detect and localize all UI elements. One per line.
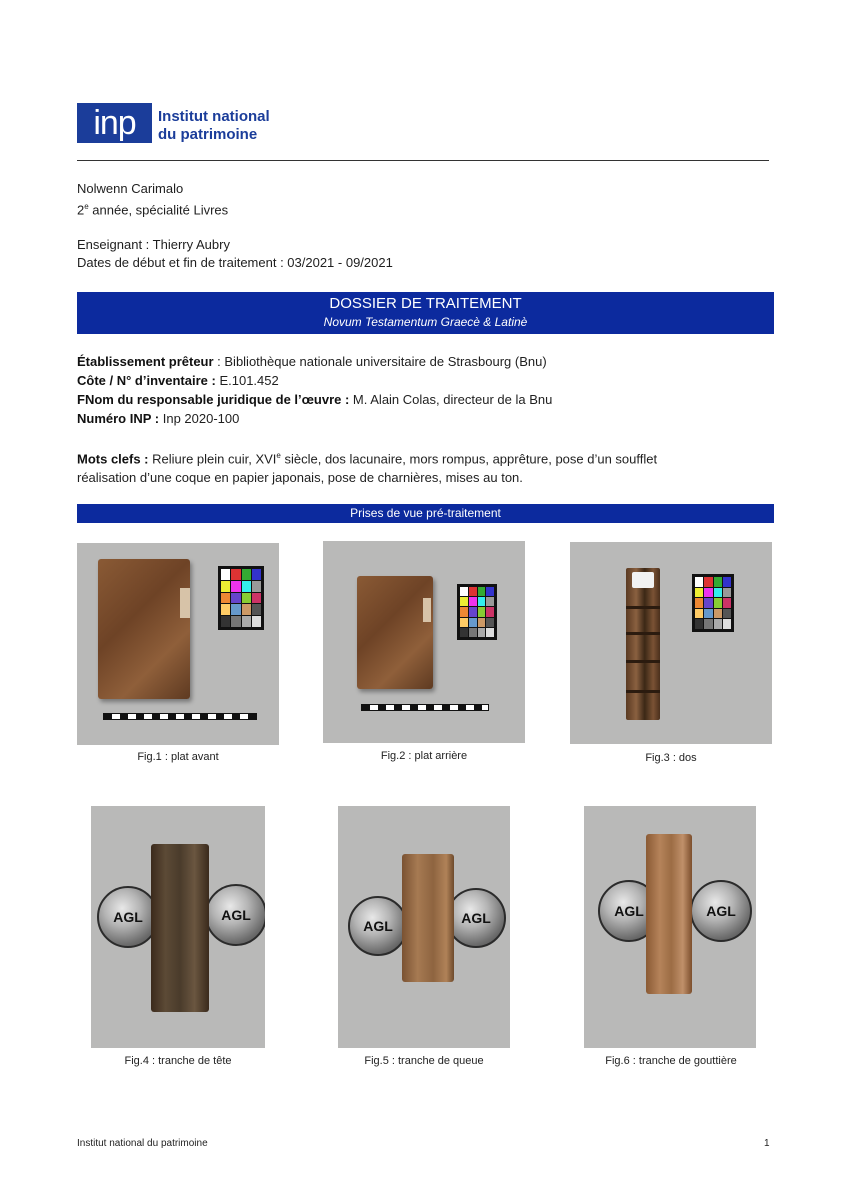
weight-left: AGL [97, 886, 159, 948]
section-band: Prises de vue pré-traitement [77, 504, 774, 523]
figure-2-photo [323, 541, 525, 743]
figure-5-caption: Fig.5 : tranche de queue [364, 1055, 484, 1067]
figure-6-caption: Fig.6 : tranche de gouttière [605, 1055, 737, 1067]
weight-left: AGL [348, 896, 408, 956]
document-subtitle: Novum Testamentum Graecè & Latinè [323, 315, 528, 329]
footer-institution: Institut national du patrimoine [77, 1138, 208, 1149]
author-name: Nolwenn Carimalo [77, 181, 184, 196]
author-block [77, 180, 228, 219]
scale-ruler [361, 704, 489, 711]
color-chart [692, 574, 734, 632]
logo-wordmark [158, 108, 270, 144]
weight-left: AGL [598, 880, 660, 942]
logo-line-1: Institut national [158, 108, 270, 125]
weight-right: AGL [690, 880, 752, 942]
keywords-line-1: Mots clefs : Reliure plein cuir, XVIe siècle, dos lacunaire, mors rompus, apprêture, pose d’un soufflet [77, 451, 658, 467]
document-title: DOSSIER DE TRAITEMENT [329, 295, 522, 312]
weight-right: AGL [446, 888, 506, 948]
book-front-cover [98, 559, 190, 699]
treatment-dates: Dates de début et fin de traitement : 03/2021 - 09/2021 [77, 255, 393, 270]
figure-4-caption: Fig.4 : tranche de tête [124, 1055, 232, 1067]
header-divider [77, 160, 769, 161]
book-head-edge [151, 844, 209, 1012]
color-chart [457, 584, 497, 640]
keywords-block [77, 446, 777, 487]
teaching-block [77, 236, 393, 272]
figure-3-photo [570, 542, 772, 744]
book-fore-edge [646, 834, 692, 994]
scale-ruler [103, 713, 257, 720]
book-spine [626, 568, 660, 720]
figure-5-photo [338, 806, 510, 1048]
figure-3-caption: Fig.3 : dos [645, 752, 697, 764]
responsible-line: FNom du responsable juridique de l’œuvre : M. Alain Colas, directeur de la Bnu [77, 392, 553, 407]
keywords-line-2: réalisation d’une coque en papier japonais, pose de charnières, mises au ton. [77, 470, 523, 486]
title-band [77, 292, 774, 334]
book-back-cover [357, 576, 433, 689]
cote-line: Côte / N° d’inventaire : E.101.452 [77, 373, 279, 388]
figure-1-photo [77, 543, 279, 745]
weight-right: AGL [205, 884, 265, 946]
inp-logo: inp [77, 103, 152, 143]
book-tail-edge [402, 854, 454, 982]
figure-2-caption: Fig.2 : plat arrière [380, 750, 468, 762]
meta-block [77, 352, 777, 428]
figure-1-caption: Fig.1 : plat avant [137, 751, 219, 763]
author-year: 2e année, spécialité Livres [77, 202, 229, 218]
inp-number-line: Numéro INP : Inp 2020-100 [77, 411, 240, 426]
logo-line-2: du patrimoine [158, 126, 258, 143]
figure-4-photo [91, 806, 265, 1048]
teacher: Enseignant : Thierry Aubry [77, 237, 230, 252]
color-chart [218, 566, 264, 630]
figure-6-photo [584, 806, 756, 1048]
lender-line: Établissement prêteur : Bibliothèque nationale universitaire de Strasbourg (Bnu) [77, 354, 547, 369]
page-number: 1 [764, 1138, 770, 1149]
